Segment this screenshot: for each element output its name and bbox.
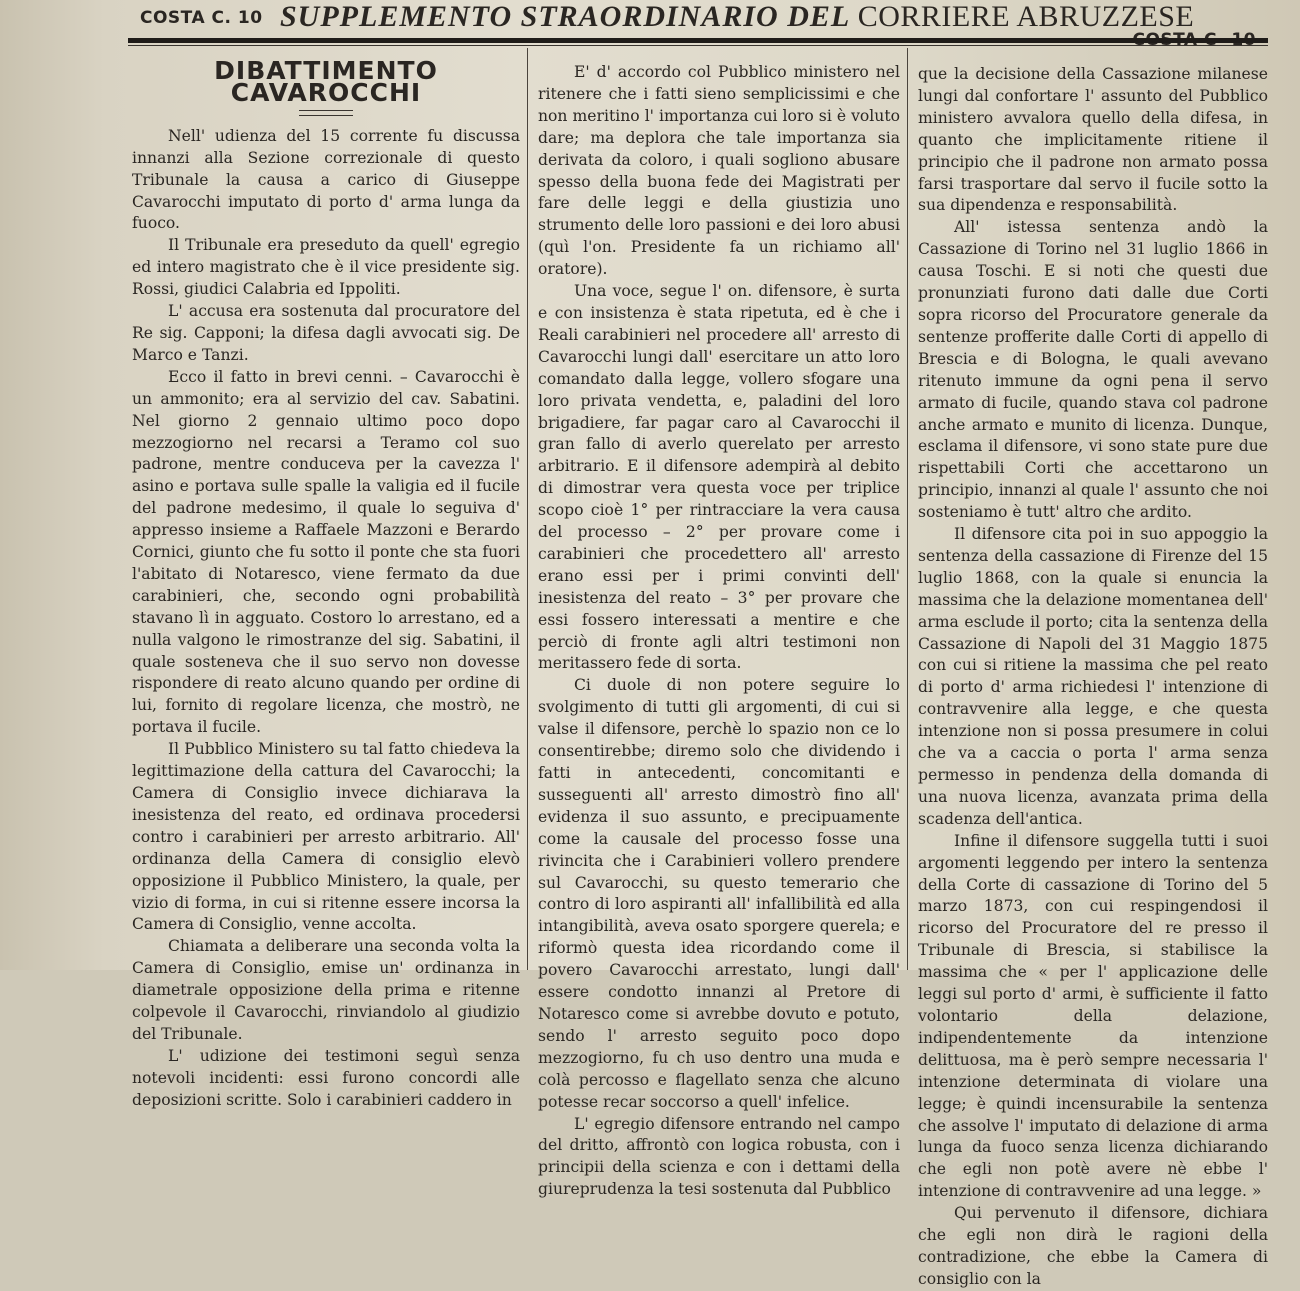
paragraph: Il difensore cita poi in suo appoggio la sentenza della cassazione di Firenze del 15 luglio 1868, con la quale si enuncia la massima che la delazione momentanea dell' arma esclude il porto; cita la sentenza della Cassazione di Napoli del 31 Maggio 1875 con cui si ritiene la massima che pel reato di porto d' arma richiedesi l' intenzione di contravvenire alla legge, e che questa intenzione non si possa presumere in colui che va a caccia o porta l' arma senza permesso in pendenza della domanda di una nuova licenza, avanzata prima della scadenza dell'antica. [918, 525, 1268, 828]
masthead-title-paper: CORRIERE ABRUZZESE [857, 0, 1195, 33]
paragraph: L' accusa era sostenuta dal procuratore del Re sig. Capponi; la difesa dagli avvocati sig. De Marco e Tanzi. [132, 302, 520, 364]
masthead-title-italic: SUPPLEMENTO STRAORDINARIO DEL [280, 0, 851, 33]
paragraph: Ecco il fatto in brevi cenni. – Cavarocchi è un ammonito; era al servizio del cav. Sabatini. Nel giorno 2 gennaio ultimo poco dopo mezzogiorno nel recarsi a Teramo col suo padrone, mentre conduceva per la cavezza l' asino e portava sulle spalle la valigia ed il fucile del padrone medesimo, il quale lo seguiva d' appresso insieme a Raffaele Mazzoni e Berardo Cornici, giunto che fu sotto il ponte che sta fuori l'abitato di Notaresco, viene fermato da due carabinieri, che, secondo ogni probabilità stavano lì in agguato. Costoro lo arrestano, ed a nulla valgono le rimostranze del sig. Sabatini, il quale sosteneva che il suo servo non dovesse rispondere di reato alcuno quando per ordine di lui, fornito di regolare licenza, che mostrò, ne portava il fucile. [132, 367, 520, 737]
paragraph: Il Pubblico Ministero su tal fatto chiedeva la legittimazione della cattura del Cavarocchi; la Camera di Consiglio invece dichiarava la inesistenza del reato, ed ordinava procedersi contro i carabinieri per arresto arbitrario. All' ordinanza della Camera di consiglio elevò opposizione il Pubblico Ministero, la quale, per vizio di forma, in cui si ritenne essere incorsa la Camera di Consiglio, venne accolta. [132, 740, 520, 934]
paragraph: que la decisione della Cassazione milanese lungi dal confortare l' assunto del Pubblico ministero avvalora quello della difesa, in quanto che implicitamente ritiene il principio che il padrone non armato possa farsi trasportare dal servo il fucile sotto la sua dipendenza e responsabilità. [918, 65, 1268, 215]
masthead-title [280, 0, 1194, 34]
column-1 [132, 56, 520, 1109]
paragraph: Nell' udienza del 15 corrente fu discussa innanzi alla Sezione correzionale di questo Tribunale la causa a carico di Giuseppe Cavarocchi imputato di porto d' arma lunga da fuoco. [132, 126, 520, 233]
masthead-price-left: COSTA C. 10 [140, 8, 263, 28]
paragraph: Una voce, segue l' on. difensore, è surta e con insistenza è stata ripetuta, ed è che i Reali carabinieri nel procedere all' arresto di Cavarocchi lungi dall' esercitare un atto loro comandato dalla legge, vollero sfogare una loro privata vendetta, e, paladini del loro brigadiere, far pagar caro al Cavarocchi il gran fallo di averlo querelato per arresto arbitrario. E il difensore adempirà al debito di dimostrar vera questa voce per triplice scopo cioè 1° per rintracciare la vera causa del processo – 2° per provare come i carabinieri che procedettero all' arresto erano essi per i primi convinti dell' inesistenza del reato – 3° per provare che essi fossero interessati a mentire e che perciò di fronte agli altri testimoni non meritassero fede di sorta. [538, 282, 900, 673]
column-divider-1 [527, 48, 528, 970]
paragraph: Il Tribunale era preseduto da quell' egregio ed intero magistrato che è il vice presidente sig. Rossi, giudici Calabria ed Ippoliti. [132, 236, 520, 299]
column-3 [918, 64, 1268, 1288]
paragraph: Qui pervenuto il difensore, dichiara che egli non dirà le ragioni della contradizione, che ebbe la Camera di consiglio con la [918, 1204, 1268, 1288]
column-divider-2 [907, 48, 908, 970]
column-2 [538, 62, 900, 1199]
article-title: DIBATTIMENTO CAVAROCCHI [214, 56, 438, 107]
paragraph: Infine il difensore suggella tutti i suoi argomenti leggendo per intero la sentenza della Corte di cassazione di Torino del 5 marzo 1873, con cui respingendosi il ricorso del Procuratore del re presso il Tribunale di Brescia, si stabilisce la massima che « per l' applicazione delle leggi sul porto d' armi, è sufficiente il fatto volontario della delazione, indipendentemente da intenzione delittuosa, ma è però sempre necessaria l' intenzione determinata di violare una legge; è quindi incensurabile la sentenza che assolve l' imputato di delazione di arma lunga da fuoco senza licenza dichiarando che egli non potè avere nè ebbe l' intenzione di contravvenire ad una legge. » [918, 831, 1268, 1201]
paragraph: L' egregio difensore entrando nel campo del dritto, affrontò con logica robusta, con i principii della scienza e con i dettami della giureprudenza la tesi sostenuta dal Pubblico [538, 1114, 900, 1199]
paragraph: Chiamata a deliberare una seconda volta la Camera di Consiglio, emise un' ordinanza in diametrale opposizione della prima e ritenne colpevole il Cavarocchi, rinviandolo al giudizio del Tribunale. [132, 937, 520, 1043]
masthead-rule-thin [128, 45, 1268, 46]
paragraph: E' d' accordo col Pubblico ministero nel ritenere che i fatti sieno semplicissimi e che non meritino l' importanza cui loro si è voluto dare; ma deplora che tale importanza sia derivata da coloro, i quali sogliono abusare spesso della buona fede dei Magistrati per fare delle leggi e della giustizia uno strumento delle loro passioni e dei loro abusi (quì l'on. Presidente fa un richiamo all' oratore). [538, 63, 900, 279]
paragraph: Ci duole di non potere seguire lo svolgimento di tutti gli argomenti, di cui si valse il difensore, perchè lo spazio non ce lo consentirebbe; diremo solo che dividendo i fatti in antecedenti, concomitanti e susseguenti all' arresto dimostrò fino all' evidenza il suo assunto, e precipuamente come la causale del processo fosse una rivincita che i Carabinieri vollero prendere sul Cavarocchi, su questo temerario che contro di loro aspiranti all' infallibilità ed alla intangibilità, aveva osato sporgere querela; e riformò questa idea ricordando come il povero Cavarocchi arrestato, lungi dall' essere condotto innanzi al Pretore di Notaresco come si avrebbe dovuto e potuto, sendo l' arresto seguito poco dopo mezzogiorno, fu ch uso dentro una muda e colà percosso e flagellato senza che alcuno potesse recar soccorso a quell' infelice. [538, 676, 900, 1111]
title-ornament-rule [299, 110, 353, 116]
paragraph: L' udizione dei testimoni seguì senza notevoli incidenti: essi furono concordi alle deposizioni scritte. Solo i carabinieri caddero in [132, 1046, 520, 1109]
masthead-rule-thick [128, 38, 1268, 43]
paragraph: All' istessa sentenza andò la Cassazione di Torino nel 31 luglio 1866 in causa Toschi. E si noti che questi due pronunziati furono dati dalle due Corti sopra ricorso del Procuratore generale da sentenze profferite dalle Corti di appello di Brescia e di Bologna, le quali avevano ritenuto immune da ogni pena il servo armato di fucile, quando stava col padrone anche armato e munito di licenza. Dunque, esclama il difensore, vi sono state pure due rispettabili Corti che accettarono un principio, innanzi al quale l' assunto che noi sosteniamo è tutt' altro che ardito. [918, 218, 1268, 522]
